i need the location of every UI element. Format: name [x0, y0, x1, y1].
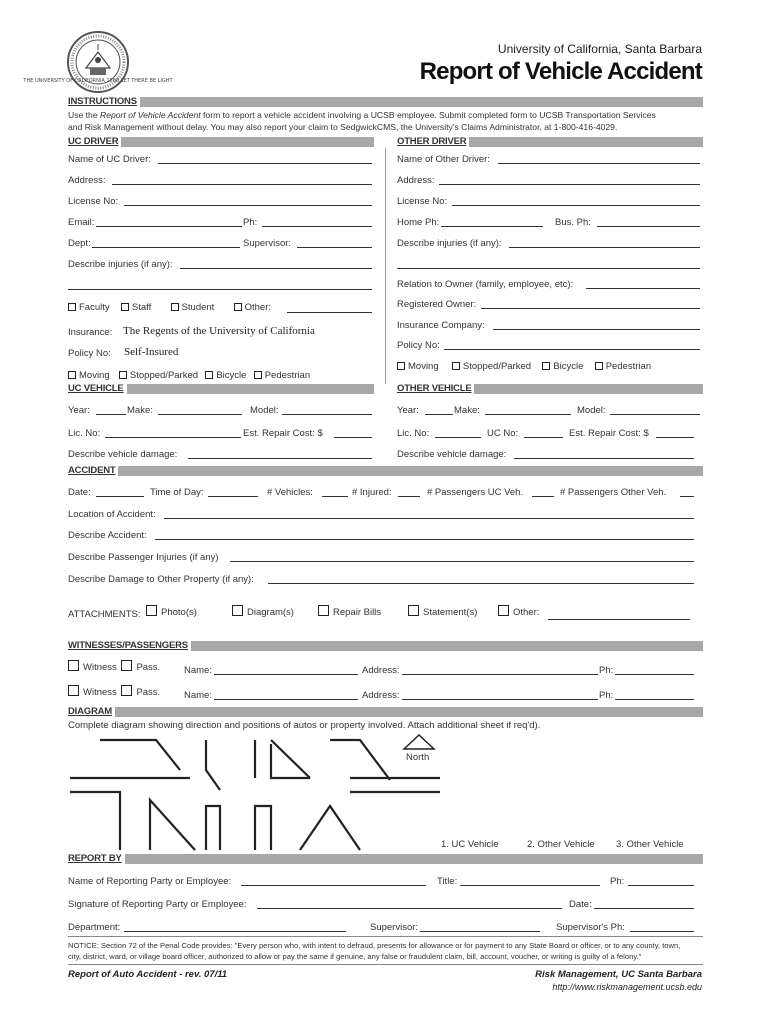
- other-driver-bar: [397, 137, 703, 147]
- witness-1-checkbox[interactable]: [68, 660, 79, 671]
- road-edge-bottom-mid: [255, 806, 271, 850]
- attachments-label: ATTACHMENTS:: [68, 609, 141, 620]
- uc-driver-email-label: Email:: [68, 217, 95, 228]
- witness-row-2: [68, 685, 160, 698]
- passenger-injuries-label: Describe Passenger Injuries (if any): [68, 552, 219, 563]
- other-driver-heading: OTHER DRIVER: [397, 136, 469, 147]
- uc-model-field[interactable]: [282, 406, 372, 415]
- repair-bills-option: [318, 605, 381, 618]
- repair-bills-checkbox[interactable]: [318, 605, 329, 616]
- instructions-line2: and Risk Management without delay. You may also report your claim to SedgwickCMS, the University's Claims Administrator, at 1-800-416-4029.: [68, 122, 618, 132]
- statements-label: Statement(s): [423, 607, 478, 618]
- supervisor-ph-label: Supervisor's Ph:: [556, 922, 625, 933]
- other-model-label: Model:: [577, 405, 606, 416]
- uc-year-field[interactable]: [96, 406, 126, 415]
- student-checkbox[interactable]: [171, 303, 179, 311]
- witness-2-name-field[interactable]: [214, 691, 358, 700]
- uc-driver-heading: UC DRIVER: [68, 136, 121, 147]
- report-supervisor-field[interactable]: [420, 923, 540, 932]
- witness-row-1: [68, 660, 160, 673]
- photos-label: Photo(s): [161, 607, 197, 618]
- road-edge-lr: [300, 806, 360, 850]
- uc-driver-email-field[interactable]: [96, 218, 242, 227]
- registered-owner-label: Registered Owner:: [397, 299, 477, 310]
- uc-damage-label: Describe vehicle damage:: [68, 449, 178, 460]
- uc-driver-supervisor-label: Supervisor:: [243, 238, 292, 249]
- reporter-ph-label: Ph:: [610, 876, 625, 887]
- other-ucno-field[interactable]: [524, 429, 563, 438]
- reporter-title-field[interactable]: [460, 877, 600, 886]
- other-repair-field[interactable]: [656, 429, 694, 438]
- pass-2-checkbox[interactable]: [121, 685, 132, 696]
- other-attachment-option: [498, 605, 539, 618]
- damage-property-field[interactable]: [268, 575, 694, 584]
- uc-moving-checkbox[interactable]: [68, 371, 76, 379]
- other-role-label: Other:: [244, 302, 271, 313]
- road-edge-bottom-left: [206, 806, 220, 850]
- uc-moving-label: Moving: [79, 370, 110, 381]
- accident-time-label: Time of Day:: [150, 487, 204, 498]
- witness-1-label: Witness: [83, 662, 117, 673]
- other-damage-label: Describe vehicle damage:: [397, 449, 507, 460]
- uc-vehicle-bar: [68, 384, 374, 394]
- reporter-title-label: Title:: [437, 876, 458, 887]
- other-attachment-field[interactable]: [548, 611, 690, 620]
- uc-mode-row: [68, 370, 310, 381]
- other-moving-label: Moving: [408, 361, 439, 372]
- other-driver-busph-label: Bus. Ph:: [555, 217, 591, 228]
- other-repair-label: Est. Repair Cost: $: [569, 428, 649, 439]
- diagram-bar: [68, 707, 703, 717]
- uc-repair-label: Est. Repair Cost: $: [243, 428, 323, 439]
- accident-time-field[interactable]: [208, 488, 258, 497]
- statements-option: [408, 605, 477, 618]
- column-divider: [385, 148, 386, 384]
- staff-checkbox[interactable]: [121, 303, 129, 311]
- road-edge-ul1: [100, 740, 180, 770]
- report-date-field[interactable]: [594, 900, 694, 909]
- uc-driver-injuries-label: Describe injuries (if any):: [68, 259, 173, 270]
- department-label: Department:: [68, 922, 121, 933]
- other-vehicle-heading: OTHER VEHICLE: [397, 383, 474, 394]
- passengers-uc-label: # Passengers UC Veh.: [427, 487, 524, 498]
- uc-policy-value: Self-Insured: [124, 346, 179, 358]
- other-driver-busph-field[interactable]: [597, 218, 700, 227]
- other-lic-label: Lic. No:: [397, 428, 430, 439]
- diagrams-option: [232, 605, 294, 618]
- accident-vehicles-label: # Vehicles:: [267, 487, 313, 498]
- other-bicycle-checkbox[interactable]: [542, 362, 550, 370]
- road-edge-diag1: [271, 740, 310, 778]
- report-by-heading: REPORT BY: [68, 853, 125, 864]
- uc-driver-dept-field[interactable]: [92, 239, 240, 248]
- report-date-label: Date:: [569, 899, 592, 910]
- university-seal: [23, 30, 173, 94]
- diagram-heading: DIAGRAM: [68, 706, 115, 717]
- other-pedestrian-checkbox[interactable]: [595, 362, 603, 370]
- road-edge-left-bottom: [70, 792, 120, 850]
- passengers-other-field[interactable]: [680, 488, 694, 497]
- other-moving-checkbox[interactable]: [397, 362, 405, 370]
- registered-owner-field[interactable]: [481, 300, 700, 309]
- witness-2-address-field[interactable]: [402, 691, 598, 700]
- other-attachment-checkbox[interactable]: [498, 605, 509, 616]
- other-driver-address-label: Address:: [397, 175, 435, 186]
- witness-1-address-field[interactable]: [402, 666, 598, 675]
- uc-driver-address-label: Address:: [68, 175, 106, 186]
- uc-year-label: Year:: [68, 405, 90, 416]
- witnesses-heading: WITNESSES/PASSENGERS: [68, 640, 191, 651]
- uc-make-label: Make:: [127, 405, 153, 416]
- other-policy-label: Policy No:: [397, 340, 440, 351]
- repair-bills-label: Repair Bills: [333, 607, 382, 618]
- supervisor-ph-field[interactable]: [630, 923, 694, 932]
- location-field[interactable]: [164, 510, 694, 519]
- uc-insurance-label: Insurance:: [68, 327, 113, 338]
- other-driver-injuries-field[interactable]: [509, 239, 700, 248]
- seal-year: THE UNIVERSITY OF CALIFORNIA 1868 LET THERE BE LIGHT: [23, 78, 173, 84]
- passengers-other-label: # Passengers Other Veh.: [560, 487, 667, 498]
- other-role-field[interactable]: [287, 304, 372, 313]
- pass-1-label: Pass.: [136, 662, 161, 673]
- uc-driver-license-field[interactable]: [124, 197, 372, 206]
- other-policy-field[interactable]: [444, 341, 700, 350]
- intersection-diagram[interactable]: [60, 730, 460, 852]
- accident-date-field[interactable]: [96, 488, 144, 497]
- uc-driver-dept-label: Dept:: [68, 238, 91, 249]
- other-mode-row: [397, 361, 651, 372]
- other-make-label: Make:: [454, 405, 480, 416]
- uc-repair-field[interactable]: [334, 429, 372, 438]
- faculty-label: Faculty: [79, 302, 110, 313]
- faculty-checkbox[interactable]: [68, 303, 76, 311]
- witness-1-name-field[interactable]: [214, 666, 358, 675]
- other-role-checkbox[interactable]: [234, 303, 242, 311]
- attachments-row: [146, 605, 197, 618]
- uc-driver-injuries-field-2[interactable]: [68, 281, 372, 290]
- north-arrow-icon: [402, 733, 436, 751]
- uc-damage-field[interactable]: [188, 450, 372, 459]
- witness-2-label: Witness: [83, 687, 117, 698]
- photos-checkbox[interactable]: [146, 605, 157, 616]
- other-driver-homeph-field[interactable]: [441, 218, 543, 227]
- witness-1-address-label: Address:: [362, 665, 400, 676]
- uc-driver-supervisor-field[interactable]: [297, 239, 372, 248]
- statements-checkbox[interactable]: [408, 605, 419, 616]
- uc-make-field[interactable]: [158, 406, 242, 415]
- uc-driver-bar: [68, 137, 374, 147]
- uc-driver-address-field[interactable]: [112, 176, 372, 185]
- witness-2-address-label: Address:: [362, 690, 400, 701]
- reporter-name-field[interactable]: [241, 877, 426, 886]
- witness-2-ph-field[interactable]: [615, 691, 694, 700]
- uc-lic-field[interactable]: [105, 429, 241, 438]
- other-model-field[interactable]: [610, 406, 700, 415]
- uc-lic-label: Lic. No:: [68, 428, 101, 439]
- describe-accident-field[interactable]: [155, 531, 694, 540]
- road-edge-top-left: [206, 740, 220, 790]
- department-field[interactable]: [124, 923, 346, 932]
- uc-bicycle-label: Bicycle: [216, 370, 247, 381]
- uc-driver-role-row: [68, 302, 271, 313]
- road-edge-ll: [150, 800, 195, 850]
- diagrams-checkbox[interactable]: [232, 605, 243, 616]
- insurance-company-field[interactable]: [493, 321, 700, 330]
- staff-label: Staff: [131, 302, 152, 313]
- notice-line2: city, district, ward, or village board officer, authorized to allow or pay the same if genuine, any false or fraudulent claim, bill, account, voucher, or writing is guilty of a felony.": [68, 952, 642, 961]
- witness-2-ph-label: Ph:: [599, 690, 614, 701]
- accident-bar: [68, 466, 703, 476]
- university-name: University of California, Santa Barbara: [497, 42, 702, 56]
- north-label: North: [406, 752, 430, 763]
- uc-pedestrian-checkbox[interactable]: [254, 371, 262, 379]
- legend-uc-vehicle: 1. UC Vehicle: [441, 839, 499, 850]
- relation-field[interactable]: [586, 280, 700, 289]
- uc-driver-name-field[interactable]: [158, 155, 372, 164]
- signature-field[interactable]: [257, 900, 562, 909]
- relation-label: Relation to Owner (family, employee, etc):: [397, 279, 574, 290]
- uc-driver-ph-field[interactable]: [262, 218, 372, 227]
- witness-2-name-label: Name:: [184, 690, 212, 701]
- other-stopped-label: Stopped/Parked: [462, 361, 532, 372]
- legend-other-vehicle-2: 2. Other Vehicle: [527, 839, 595, 850]
- other-driver-address-field[interactable]: [439, 176, 700, 185]
- insurance-company-label: Insurance Company:: [397, 320, 485, 331]
- other-stopped-checkbox[interactable]: [452, 362, 460, 370]
- pass-2-label: Pass.: [136, 687, 161, 698]
- uc-stopped-checkbox[interactable]: [119, 371, 127, 379]
- other-damage-field[interactable]: [514, 450, 694, 459]
- accident-heading: ACCIDENT: [68, 465, 118, 476]
- uc-driver-injuries-field[interactable]: [180, 260, 372, 269]
- witness-1-ph-label: Ph:: [599, 665, 614, 676]
- instructions-line1: Use the Report of Vehicle Accident form to report a vehicle accident involving a UCSB employee. Submit completed form to UCSB Transportation Services: [68, 110, 656, 120]
- report-by-bar: [68, 854, 703, 864]
- location-label: Location of Accident:: [68, 509, 156, 520]
- page-title: Report of Vehicle Accident: [419, 58, 702, 85]
- student-label: Student: [181, 302, 215, 313]
- pass-1-checkbox[interactable]: [121, 660, 132, 671]
- diagrams-label: Diagram(s): [247, 607, 294, 618]
- uc-vehicle-heading: UC VEHICLE: [68, 383, 127, 394]
- witness-2-checkbox[interactable]: [68, 685, 79, 696]
- damage-property-label: Describe Damage to Other Property (if any):: [68, 574, 254, 585]
- other-pedestrian-label: Pedestrian: [605, 361, 652, 372]
- other-driver-license-field[interactable]: [452, 197, 700, 206]
- other-ucno-label: UC No:: [487, 428, 519, 439]
- other-bicycle-label: Bicycle: [553, 361, 584, 372]
- notice-divider: [68, 936, 703, 937]
- uc-policy-label: Policy No:: [68, 348, 111, 359]
- witness-1-ph-field[interactable]: [615, 666, 694, 675]
- instructions-bar: [68, 97, 703, 107]
- other-lic-field[interactable]: [435, 429, 481, 438]
- accident-injured-label: # Injured:: [352, 487, 392, 498]
- other-driver-name-field[interactable]: [498, 155, 700, 164]
- uc-pedestrian-label: Pedestrian: [264, 370, 311, 381]
- footer-url[interactable]: http://www.riskmanagement.ucsb.edu: [552, 982, 702, 992]
- other-make-field[interactable]: [485, 406, 571, 415]
- uc-driver-ph-label: Ph:: [243, 217, 258, 228]
- notice-line1: NOTICE: Section 72 of the Penal Code provides: "Every person who, with intent to defraud, presents for allowance or for payment to any State Board or officer, or to any county, town,: [68, 941, 681, 950]
- report-supervisor-label: Supervisor:: [370, 922, 419, 933]
- other-driver-homeph-label: Home Ph:: [397, 217, 440, 228]
- other-driver-injuries-field-2[interactable]: [397, 260, 700, 269]
- witness-1-name-label: Name:: [184, 665, 212, 676]
- uc-model-label: Model:: [250, 405, 279, 416]
- footer-department: Risk Management, UC Santa Barbara: [535, 969, 702, 980]
- uc-driver-name-label: Name of UC Driver:: [68, 154, 151, 165]
- describe-accident-label: Describe Accident:: [68, 530, 147, 541]
- reporter-ph-field[interactable]: [628, 877, 694, 886]
- other-driver-injuries-label: Describe injuries (if any):: [397, 238, 502, 249]
- other-attachment-label: Other:: [513, 607, 540, 618]
- uc-stopped-label: Stopped/Parked: [129, 370, 199, 381]
- uc-insurance-value: The Regents of the University of California: [123, 325, 315, 337]
- footer-form-rev: Report of Auto Accident - rev. 07/11: [68, 969, 228, 980]
- passenger-injuries-field[interactable]: [230, 553, 694, 562]
- diagram-instruction: Complete diagram showing direction and positions of autos or property involved. Attach additional sheet if req'd).: [68, 720, 541, 731]
- reporter-name-label: Name of Reporting Party or Employee:: [68, 876, 232, 887]
- passengers-uc-field[interactable]: [532, 488, 554, 497]
- instructions-heading: INSTRUCTIONS: [68, 96, 140, 107]
- accident-date-label: Date:: [68, 487, 91, 498]
- other-vehicle-bar: [397, 384, 703, 394]
- other-driver-name-label: Name of Other Driver:: [397, 154, 490, 165]
- other-driver-license-label: License No:: [397, 196, 448, 207]
- uc-driver-license-label: License No:: [68, 196, 119, 207]
- uc-bicycle-checkbox[interactable]: [205, 371, 213, 379]
- accident-vehicles-field[interactable]: [322, 488, 348, 497]
- other-year-label: Year:: [397, 405, 419, 416]
- road-edge-ur: [330, 740, 390, 780]
- legend-other-vehicle-3: 3. Other Vehicle: [616, 839, 684, 850]
- signature-label: Signature of Reporting Party or Employee:: [68, 899, 247, 910]
- other-year-field[interactable]: [425, 406, 453, 415]
- footer-divider: [68, 964, 703, 965]
- witnesses-bar: [68, 641, 703, 651]
- accident-injured-field[interactable]: [398, 488, 420, 497]
